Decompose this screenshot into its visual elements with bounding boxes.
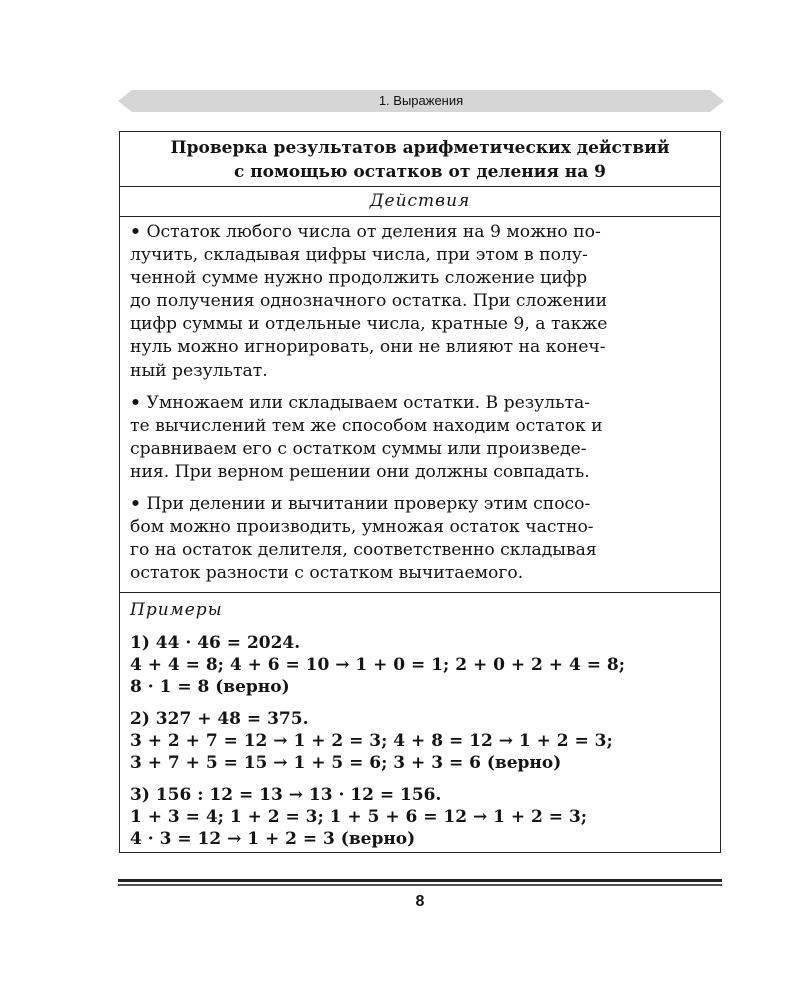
rule-line: Умножаем или складываем остатки. В результа- xyxy=(146,392,591,413)
example-line: 3 + 7 + 5 = 15 → 1 + 5 = 6; 3 + 3 = 6 (верно) xyxy=(130,753,562,773)
example-line: 8 · 1 = 8 (верно) xyxy=(130,677,290,697)
footer-divider xyxy=(118,879,722,882)
page-number: 8 xyxy=(415,893,425,910)
rule-line: бом можно производить, умножая остаток частно- xyxy=(130,517,594,538)
rule-line: При делении и вычитании проверку этим спосо- xyxy=(146,494,591,515)
footer-divider-thin xyxy=(118,884,722,886)
rules-section xyxy=(120,217,720,593)
example-item xyxy=(130,708,711,774)
example-item xyxy=(130,632,711,698)
rule-line: остаток разности с остатком вычитаемого. xyxy=(130,563,524,584)
rule-line: цифр суммы и отдельные числа, кратные 9, а также xyxy=(130,314,608,335)
example-line: 4 · 3 = 12 → 1 + 2 = 3 (верно) xyxy=(130,829,416,849)
example-line: 3 + 2 + 7 = 12 → 1 + 2 = 3; 4 + 8 = 12 → 1 + 2 = 3; xyxy=(130,731,613,751)
box-title-line: с помощью остатков от деления на 9 xyxy=(233,162,607,182)
rule-line: ный результат. xyxy=(130,360,268,381)
rule-line: лучить, складывая цифры числа, при этом в полу- xyxy=(130,245,588,266)
example-line: 1 + 3 = 4; 1 + 2 = 3; 1 + 5 + 6 = 12 → 1 + 2 = 3; xyxy=(130,807,588,827)
example-line: 2) 327 + 48 = 375. xyxy=(130,709,309,729)
section-header-ribbon xyxy=(118,90,724,112)
example-line: 4 + 4 = 8; 4 + 6 = 10 → 1 + 0 = 1; 2 + 0 + 2 + 4 = 8; xyxy=(130,655,625,675)
rule-line: до получения однозначного остатка. При сложении xyxy=(130,291,608,312)
rule-paragraph xyxy=(130,493,711,585)
box-title-line: Проверка результатов арифметических действий xyxy=(170,138,670,158)
example-line: 3) 156 : 12 = 13 → 13 · 12 = 156. xyxy=(130,785,442,805)
examples-section xyxy=(120,593,720,850)
bullet-icon: • xyxy=(130,494,141,515)
rule-line: сравниваем его с остатком суммы или произведе- xyxy=(130,438,587,459)
example-item xyxy=(130,784,711,850)
rule-paragraph xyxy=(130,221,711,383)
actions-heading: Действия xyxy=(120,187,720,217)
section-title: 1. Выражения xyxy=(378,93,464,108)
rule-paragraph xyxy=(130,392,711,484)
bullet-icon: • xyxy=(130,222,141,242)
rule-line: ченной сумме нужно продолжить сложение цифр xyxy=(130,268,588,289)
examples-heading: Примеры xyxy=(130,600,223,620)
rule-line: нуль можно игнорировать, они не влияют на конеч- xyxy=(130,337,606,358)
box-title xyxy=(120,132,720,187)
rule-line: го на остаток делителя, соответственно складывая xyxy=(130,540,597,561)
rule-line: те вычислений тем же способом находим остаток и xyxy=(130,415,603,436)
rule-line: Остаток любого числа от деления на 9 можно по- xyxy=(146,222,601,242)
example-line: 1) 44 · 46 = 2024. xyxy=(130,633,301,653)
info-box xyxy=(119,131,721,853)
bullet-icon: • xyxy=(130,392,141,413)
rule-line: ния. При верном решении они должны совпадать. xyxy=(130,461,590,482)
